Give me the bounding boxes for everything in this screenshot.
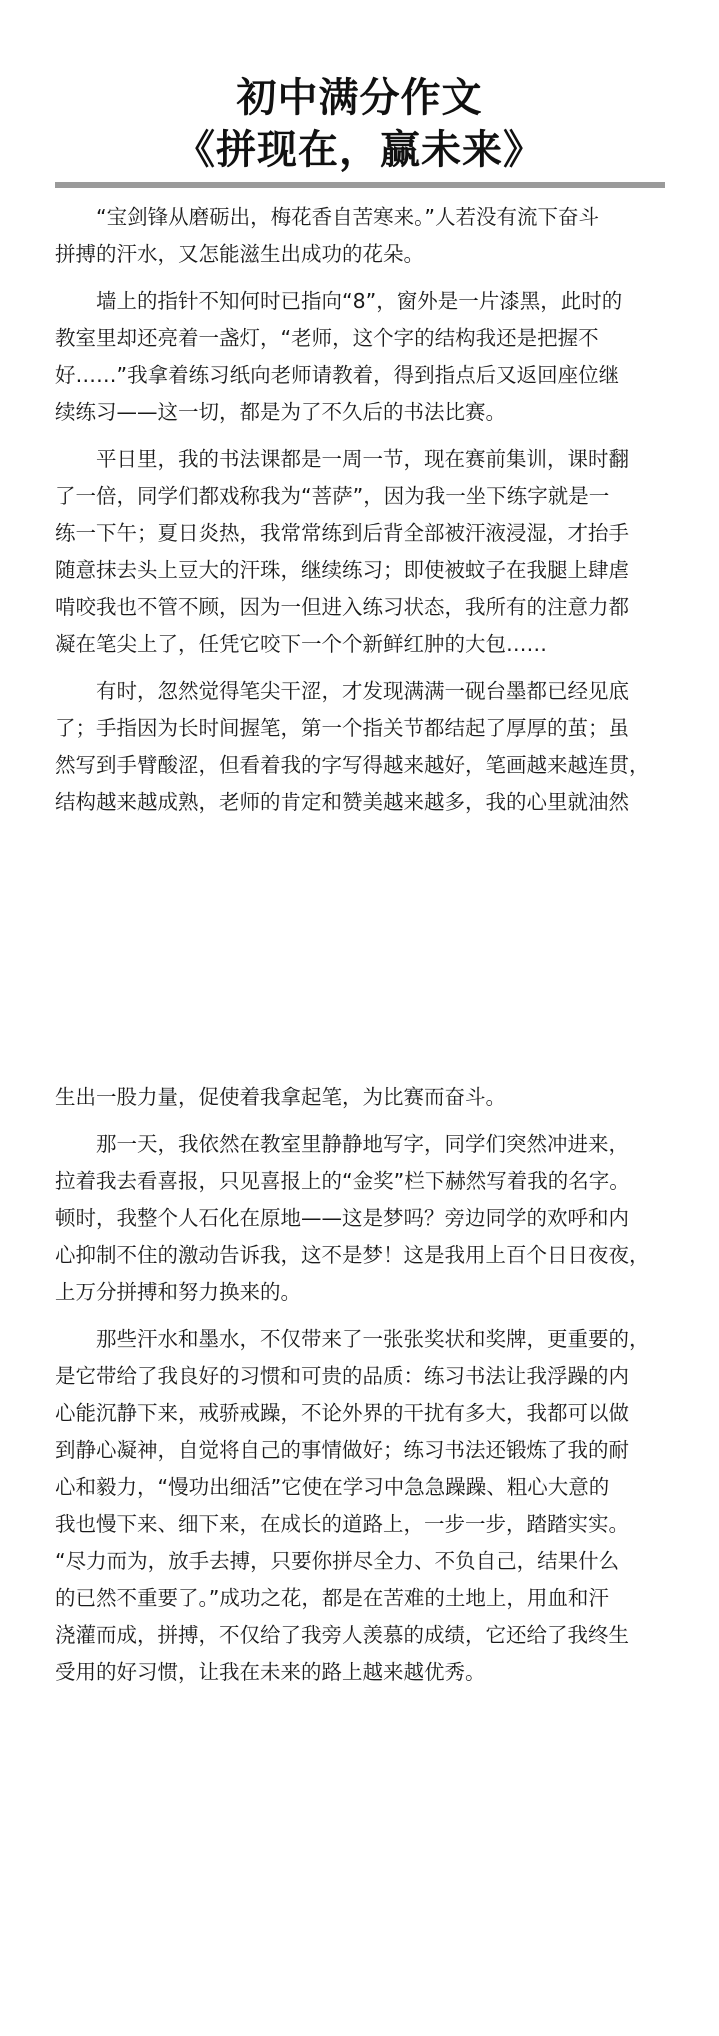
- paragraph-2: [55, 283, 671, 431]
- text-line: 浇灌而成，拼搏，不仅给了我旁人羡慕的成绩，它还给了我终生: [55, 1623, 629, 1647]
- text-line: 有时，忽然觉得笔尖干涩，才发现满满一砚台墨都已经见底: [96, 679, 629, 703]
- text-line: 心抑制不住的激动告诉我，这不是梦！这是我用上百个日日夜夜，: [55, 1243, 650, 1267]
- paragraph-4-continued: [55, 1079, 671, 1116]
- text-line: 了；手指因为长时间握笔，第一个指关节都结起了厚厚的茧；虽: [55, 716, 629, 740]
- text-line: 结构越来越成熟，老师的肯定和赞美越来越多，我的心里就油然: [55, 790, 629, 814]
- text-line: 顿时，我整个人石化在原地——这是梦吗？旁边同学的欢呼和内: [55, 1206, 629, 1230]
- text-line: 随意抹去头上豆大的汗珠，继续练习；即使被蚊子在我腿上肆虐: [55, 558, 629, 582]
- text-line: 续练习——这一切，都是为了不久后的书法比赛。: [55, 400, 506, 424]
- text-line: 受用的好习惯，让我在未来的路上越来越优秀。: [55, 1660, 486, 1684]
- text-line: 生出一股力量，促使着我拿起笔，为比赛而奋斗。: [55, 1085, 506, 1109]
- text-line: 好……”我拿着练习纸向老师请教着，得到指点后又返回座位继: [55, 363, 620, 387]
- paragraph-4: [55, 673, 671, 821]
- text-line: 教室里却还亮着一盏灯，“老师，这个字的结构我还是把握不: [55, 326, 599, 350]
- title-main: 初中满分作文: [236, 75, 483, 121]
- text-line: 拼搏的汗水，又怎能滋生出成功的花朵。: [55, 242, 424, 266]
- text-line: “宝剑锋从磨砺出，梅花香自苦寒来。”人若没有流下奋斗: [96, 205, 599, 229]
- text-line: 平日里，我的书法课都是一周一节，现在赛前集训，课时翻: [96, 447, 629, 471]
- text-line: 的已然不重要了。”成功之花，都是在苦难的土地上，用血和汗: [55, 1586, 609, 1610]
- essay-body-part-2: [55, 1079, 671, 1691]
- text-line: 了一倍，同学们都戏称我为“菩萨”，因为我一坐下练字就是一: [55, 484, 610, 508]
- text-line: 啃咬我也不管不顾，因为一但进入练习状态，我所有的注意力都: [55, 595, 629, 619]
- text-line: 我也慢下来、细下来，在成长的道路上，一步一步，踏踏实实。: [55, 1512, 629, 1536]
- title-divider: [55, 182, 665, 188]
- text-line: 心能沉静下来，戒骄戒躁，不论外界的干扰有多大，我都可以做: [55, 1401, 629, 1425]
- title-block: [0, 72, 719, 176]
- text-line: 那些汗水和墨水，不仅带来了一张张奖状和奖牌，更重要的，: [96, 1327, 650, 1351]
- text-line: 上万分拼搏和努力换来的。: [55, 1280, 301, 1304]
- text-line: 墙上的指针不知何时已指向“8”，窗外是一片漆黑，此时的: [96, 289, 623, 313]
- text-line: 到静心凝神，自觉将自己的事情做好；练习书法还锻炼了我的耐: [55, 1438, 629, 1462]
- text-line: 然写到手臂酸涩，但看着我的字写得越来越好，笔画越来越连贯，: [55, 753, 650, 777]
- text-line: 那一天，我依然在教室里静静地写字，同学们突然冲进来，: [96, 1132, 629, 1156]
- paragraph-5: [55, 1126, 671, 1311]
- text-line: 凝在笔尖上了，任凭它咬下一个个新鲜红肿的大包……: [55, 632, 547, 656]
- text-line: 是它带给了我良好的习惯和可贵的品质：练习书法让我浮躁的内: [55, 1364, 629, 1388]
- paragraph-1: [55, 199, 671, 273]
- paragraph-3: [55, 441, 671, 663]
- title-essay-name: 《拼现在，赢未来》: [175, 127, 544, 173]
- text-line: 拉着我去看喜报，只见喜报上的“金奖”栏下赫然写着我的名字。: [55, 1169, 630, 1193]
- text-line: “尽力而为，放手去搏，只要你拼尽全力、不负自己，结果什么: [55, 1549, 620, 1573]
- text-line: 心和毅力，“慢功出细活”它使在学习中急急躁躁、粗心大意的: [55, 1475, 610, 1499]
- essay-body-part-1: [55, 199, 671, 821]
- text-line: 练一下午；夏日炎热，我常常练到后背全部被汗液浸湿，才抬手: [55, 521, 629, 545]
- paragraph-6: [55, 1321, 671, 1691]
